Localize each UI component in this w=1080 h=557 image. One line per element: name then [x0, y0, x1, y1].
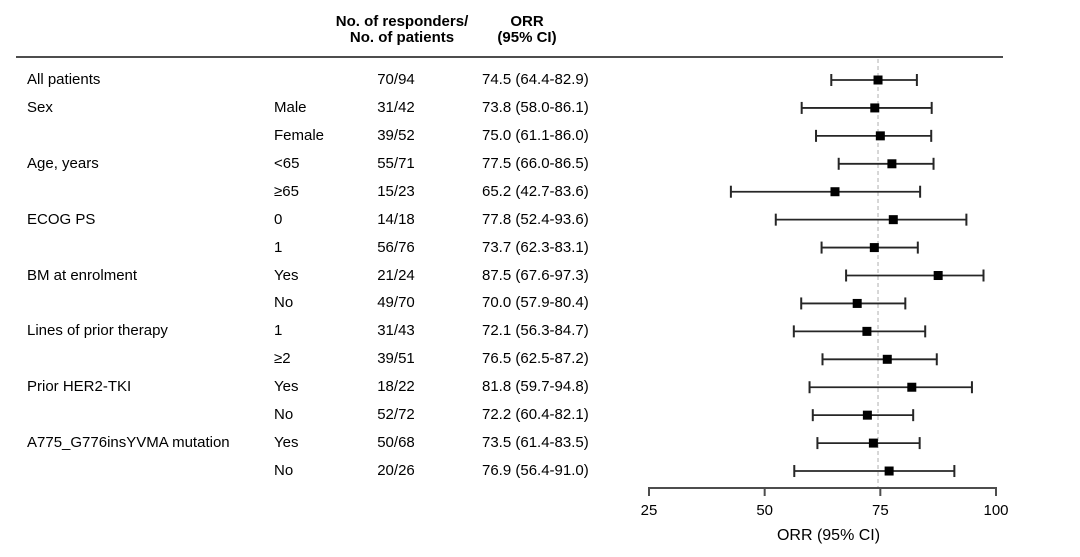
subgroup-label: 1 — [274, 238, 283, 256]
x-axis-tick-label: 50 — [756, 502, 774, 519]
responders-value: 31/42 — [377, 98, 415, 116]
orr-value: 81.8 (59.7-94.8) — [482, 378, 589, 396]
point-estimate-marker — [887, 159, 896, 168]
responders-value: 50/68 — [377, 434, 415, 452]
orr-header-line1: ORR — [510, 13, 544, 30]
responders-value: 56/76 — [377, 238, 415, 256]
point-estimate-marker — [863, 411, 872, 420]
subgroup-label: No — [274, 406, 294, 424]
group-label: All patients — [27, 71, 101, 88]
responders-value: 20/26 — [377, 462, 415, 479]
group-label: Sex — [27, 98, 53, 116]
orr-value: 70.0 (57.9-80.4) — [482, 294, 589, 312]
group-label: ECOG PS — [27, 210, 96, 228]
orr-value: 76.5 (62.5-87.2) — [482, 350, 589, 368]
responders-value: 31/43 — [377, 322, 415, 340]
orr-value: 87.5 (67.6-97.3) — [482, 266, 589, 284]
orr-value: 73.8 (58.0-86.1) — [482, 98, 589, 116]
point-estimate-marker — [874, 76, 883, 85]
orr-value: 72.1 (56.3-84.7) — [482, 322, 589, 340]
group-label: Lines of prior therapy — [27, 322, 168, 340]
orr-value: 65.2 (42.7-83.6) — [482, 182, 589, 200]
point-estimate-marker — [885, 467, 894, 476]
responders-value: 39/51 — [377, 350, 415, 368]
responders-value: 39/52 — [377, 126, 415, 144]
x-axis-tick-label: 75 — [871, 502, 889, 519]
group-label: Prior HER2-TKI — [27, 378, 132, 396]
x-axis-tick-label: 25 — [640, 502, 658, 519]
orr-header-line2: (95% CI) — [497, 29, 557, 46]
x-axis-tick-label: 100 — [983, 502, 1009, 519]
subgroup-label: Yes — [274, 266, 299, 284]
responders-value: 52/72 — [377, 406, 415, 424]
point-estimate-marker — [869, 439, 878, 448]
subgroup-label: 0 — [274, 210, 283, 228]
subgroup-label: ≥2 — [274, 350, 291, 368]
responders-value: 55/71 — [377, 154, 415, 172]
point-estimate-marker — [830, 187, 839, 196]
group-label: BM at enrolment — [27, 266, 138, 284]
responders-value: 18/22 — [377, 378, 415, 396]
subgroup-label: Yes — [274, 434, 299, 452]
orr-value: 73.7 (62.3-83.1) — [482, 238, 589, 256]
point-estimate-marker — [870, 243, 879, 252]
subgroup-label: Female — [274, 126, 325, 144]
subgroup-label: No — [274, 462, 294, 479]
orr-value: 76.9 (56.4-91.0) — [482, 462, 589, 479]
point-estimate-marker — [934, 271, 943, 280]
responders-value: 21/24 — [377, 266, 415, 284]
point-estimate-marker — [876, 131, 885, 140]
subgroup-label: Male — [274, 98, 307, 116]
subgroup-label: 1 — [274, 322, 283, 340]
group-label: A775_G776insYVMA mutation — [27, 434, 230, 452]
orr-value: 75.0 (61.1-86.0) — [482, 126, 589, 144]
point-estimate-marker — [883, 355, 892, 364]
responders-value: 15/23 — [377, 182, 415, 200]
point-estimate-marker — [853, 299, 862, 308]
responders-value: 14/18 — [377, 210, 415, 228]
orr-value: 72.2 (60.4-82.1) — [482, 406, 589, 424]
responders-header-line1: No. of responders/ — [335, 13, 469, 30]
point-estimate-marker — [870, 103, 879, 112]
group-label: Age, years — [27, 154, 99, 172]
point-estimate-marker — [889, 215, 898, 224]
x-axis-label: ORR (95% CI) — [776, 527, 881, 544]
subgroup-label: No — [274, 294, 294, 312]
subgroup-label: ≥65 — [274, 182, 299, 200]
orr-value: 73.5 (61.4-83.5) — [482, 434, 589, 452]
orr-value: 77.8 (52.4-93.6) — [482, 210, 589, 228]
orr-value: 74.5 (64.4-82.9) — [482, 71, 589, 88]
point-estimate-marker — [862, 327, 871, 336]
subgroup-label: <65 — [274, 154, 300, 172]
responders-value: 70/94 — [377, 71, 415, 88]
point-estimate-marker — [907, 383, 916, 392]
subgroup-label: Yes — [274, 378, 299, 396]
responders-header-line2: No. of patients — [349, 29, 455, 46]
orr-value: 77.5 (66.0-86.5) — [482, 154, 589, 172]
responders-value: 49/70 — [377, 294, 415, 312]
